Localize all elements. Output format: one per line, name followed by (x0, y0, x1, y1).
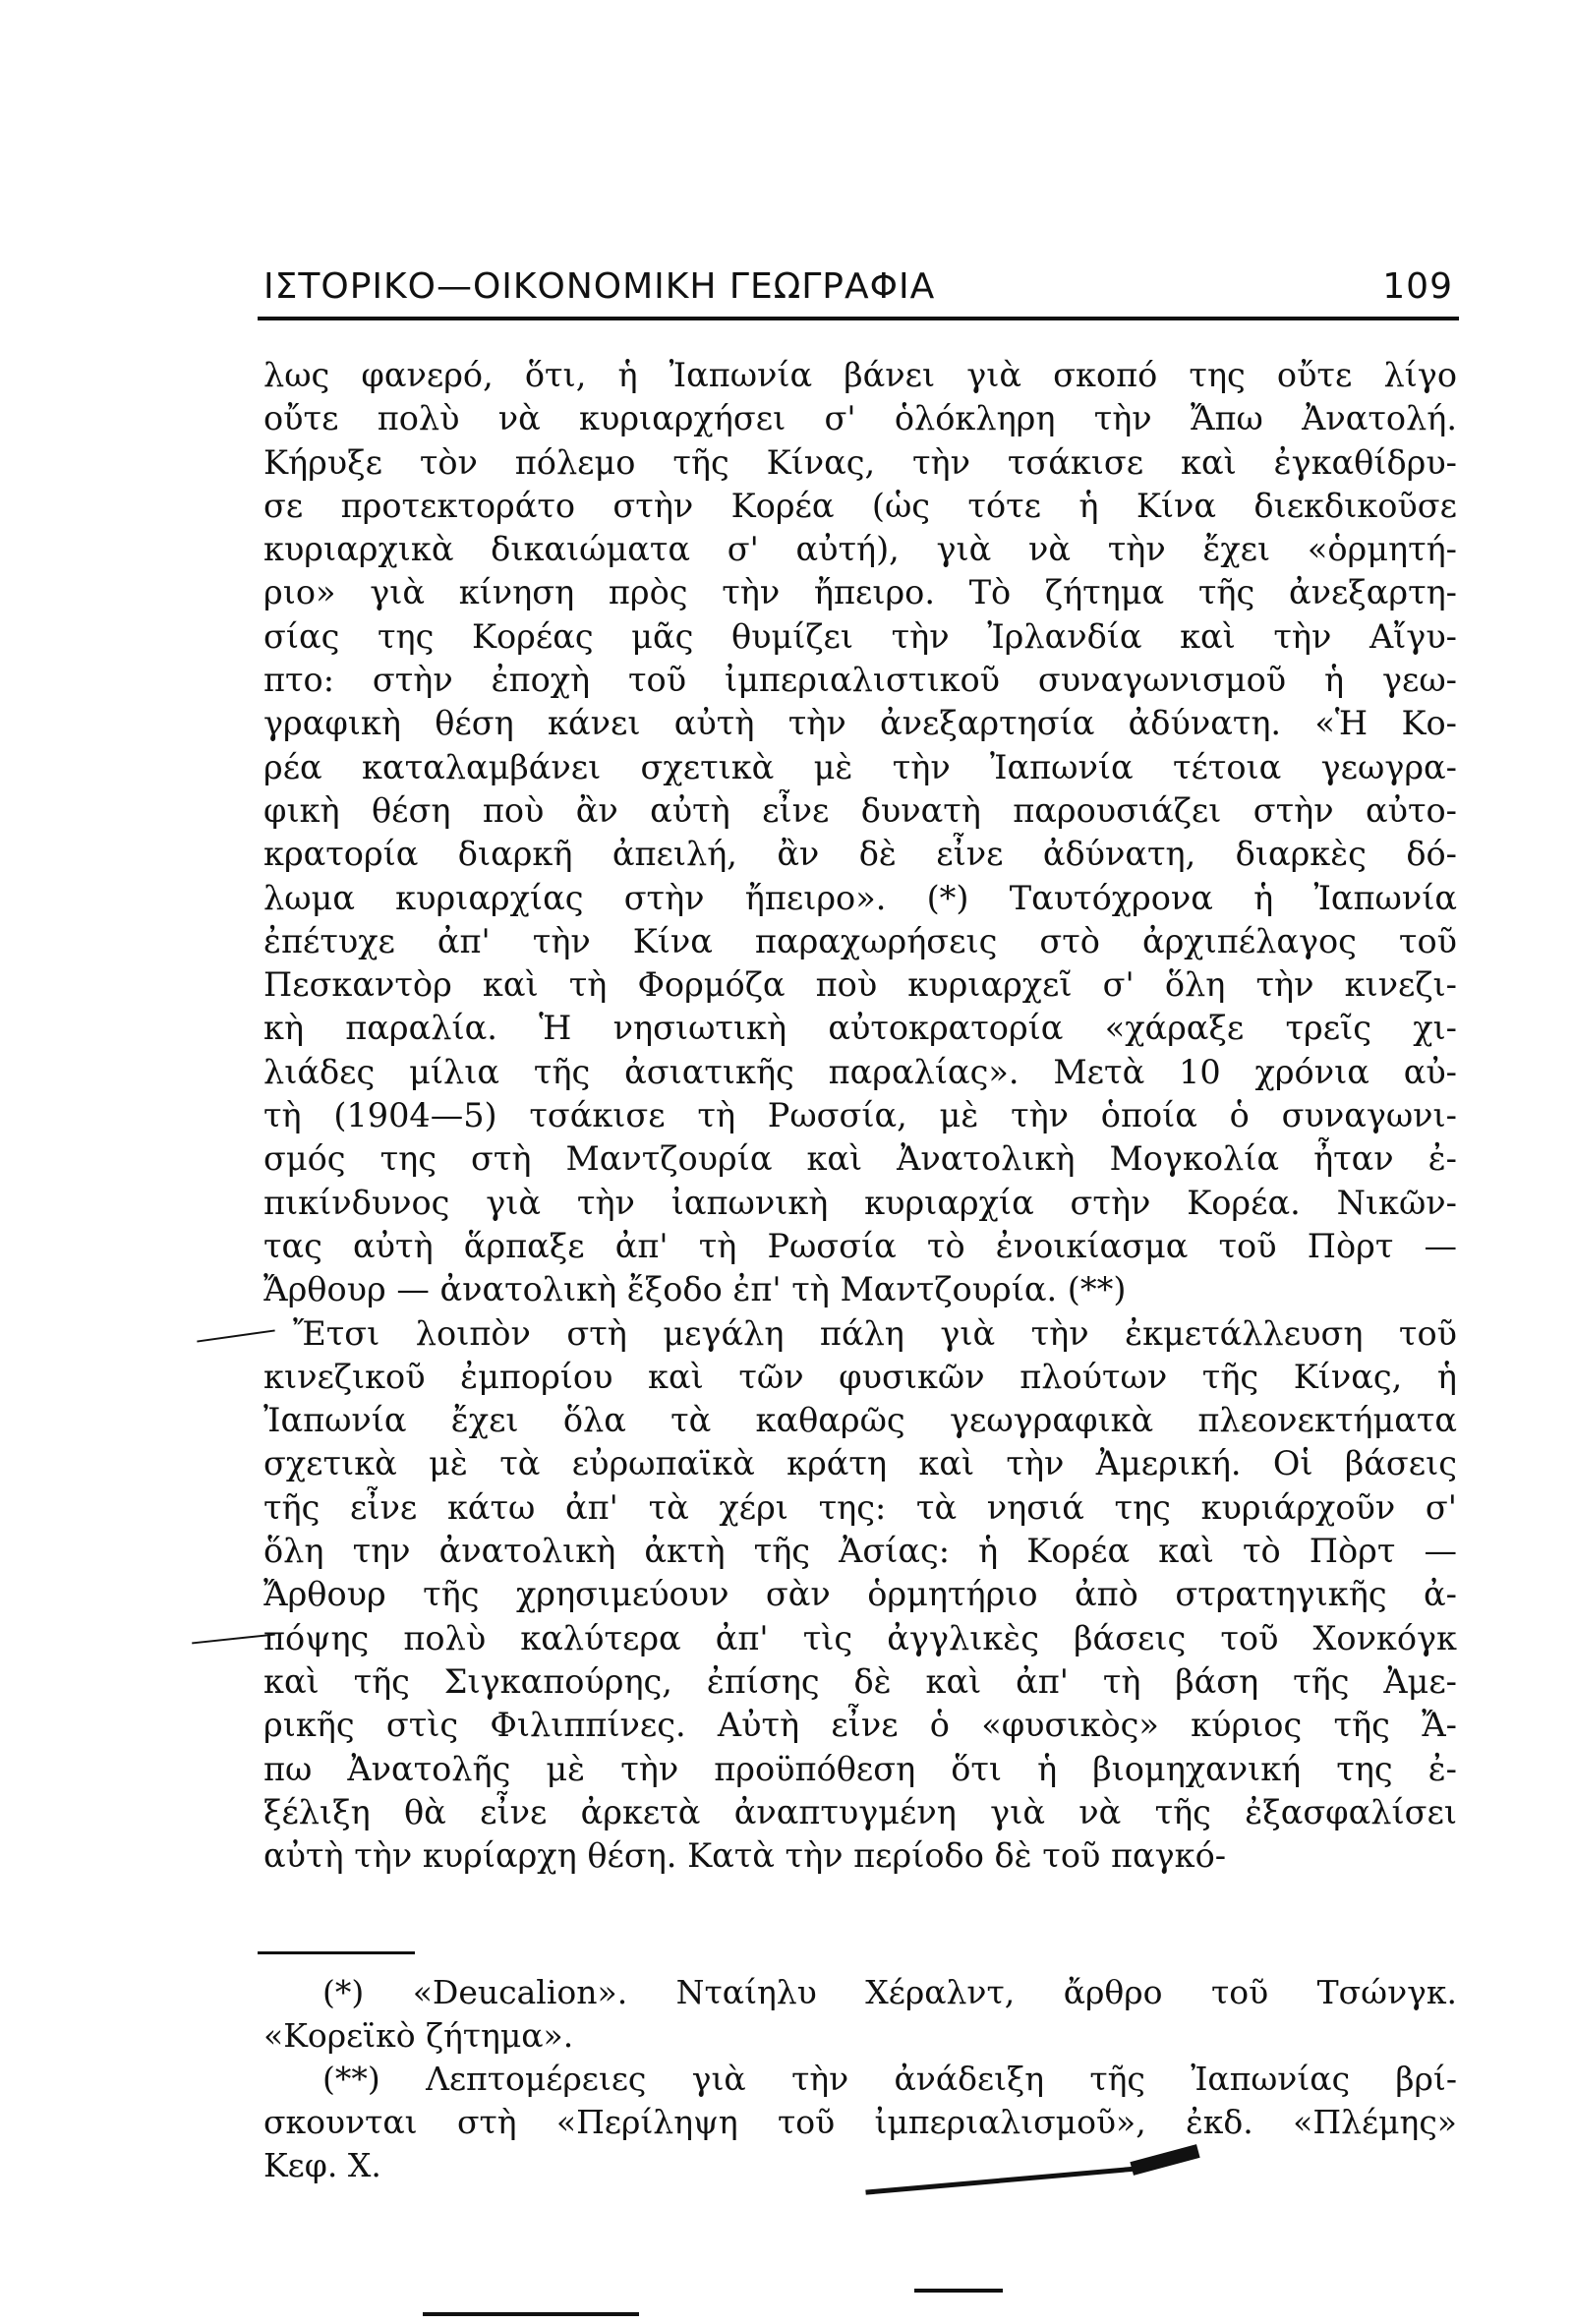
main-text-block (263, 354, 1457, 1878)
scan-mark (423, 2312, 639, 2316)
text-line: Πεσκαντὸρ καὶ τὴ Φορμόζα ποὺ κυριαρχεῖ σ' ὅλη τὴν κινεζι- (263, 965, 1457, 1005)
text-line: λωμα κυριαρχίας στὴν ἤπειρο». (*) Ταυτόχρονα ἡ Ἰαπωνία (263, 878, 1457, 917)
text-line: αὐτὴ τὴν κυρίαρχη θέση. Κατὰ τὴν περίοδο δὲ τοῦ παγκό- (263, 1836, 1227, 1876)
text-line: τῆς εἶνε κάτω ἀπ' τὰ χέρι της: τὰ νησιά της κυριάρχοῦν σ' (263, 1487, 1457, 1527)
text-line: τας αὐτὴ ἅρπαξε ἀπ' τὴ Ρωσσία τὸ ἐνοικίασμα τοῦ Πὸρτ — (263, 1226, 1457, 1265)
footnote-line: «Κορεϊκὸ ζήτημα». (263, 2016, 574, 2055)
footnote-rule (258, 1951, 415, 1954)
footnote-line: σκουνται στὴ «Περίληψη τοῦ ἰμπεριαλισμοῦ», ἐκδ. «Πλέμης» (263, 2103, 1457, 2141)
text-line: πτο: στὴν ἐποχὴ τοῦ ἰμπεριαλιστικοῦ συναγωνισμοῦ ἡ γεω- (263, 661, 1457, 700)
text-line: κρατορία διαρκῆ ἀπειλή, ἂν δὲ εἶνε ἀδύνατη, διαρκὲς δό- (263, 835, 1457, 874)
scan-mark (914, 2289, 1003, 2293)
text-line: κινεζικοῦ ἐμπορίου καὶ τῶν φυσικῶν πλούτων τῆς Κίνας, ἡ (263, 1357, 1457, 1396)
running-header (263, 258, 1453, 307)
text-line: σίας της Κορέας μᾶς θυμίζει τὴν Ἰρλανδία καὶ τὴν Αἴγυ- (263, 616, 1457, 656)
text-line: σε προτεκτοράτο στὴν Κορέα (ὡς τότε ἡ Κίνα διεκδικοῦσε (263, 486, 1457, 525)
text-line: σμός της στὴ Μαντζουρία καὶ Ἀνατολικὴ Μογκολία ἦταν ἐ- (263, 1139, 1457, 1179)
text-line: λιάδες μίλια τῆς ἀσιατικῆς παραλίας». Μετὰ 10 χρόνια αὐ- (263, 1052, 1457, 1091)
text-line: καὶ τῆς Σιγκαπούρης, ἐπίσης δὲ καὶ ἀπ' τὴ βάση τῆς Ἀμε- (263, 1661, 1457, 1701)
text-line: πω Ἀνατολῆς μὲ τὴν προϋπόθεση ὅτι ἡ βιομηχανική της ἐ- (263, 1749, 1457, 1788)
footnote-line: (**) Λεπτομέρειες γιὰ τὴν ἀνάδειξη τῆς Ἰαπωνίας βρί- (322, 2060, 1457, 2098)
text-line: φικὴ θέση ποὺ ἂν αὐτὴ εἶνε δυνατὴ παρουσιάζει στὴν αὐτο- (263, 790, 1457, 830)
text-line: πόψης πολὺ καλύτερα ἀπ' τὶς ἀγγλικὲς βάσεις τοῦ Χονκόγκ (263, 1618, 1457, 1657)
text-line: Ἰαπωνία ἔχει ὅλα τὰ καθαρῶς γεωγραφικὰ πλεονεκτήματα (263, 1401, 1457, 1440)
text-line: ρέα καταλαμβάνει σχετικὰ μὲ τὴν Ἰαπωνία τέτοια γεωγρα- (263, 747, 1457, 786)
text-line: Ἔτσι λοιπὸν στὴ μεγάλη πάλη γιὰ τὴν ἐκμετάλλευση τοῦ (293, 1313, 1457, 1353)
text-line: τὴ (1904—5) τσάκισε τὴ Ρωσσία, μὲ τὴν ὁποία ὁ συναγωνι- (263, 1096, 1457, 1135)
text-line: πικίνδυνος γιὰ τὴν ἰαπωνικὴ κυριαρχία στὴν Κορέα. Νικῶν- (263, 1183, 1457, 1222)
text-line: κυριαρχικὰ δικαιώματα σ' αὐτή), γιὰ νὰ τὴν ἔχει «ὁρμητή- (263, 530, 1457, 569)
footnote-line: Κεφ. Χ. (263, 2146, 381, 2184)
text-line: ὅλη την ἀνατολικὴ ἀκτὴ τῆς Ἀσίας: ἡ Κορέα καὶ τὸ Πὸρτ — (263, 1532, 1457, 1571)
text-line: ριο» γιὰ κίνηση πρὸς τὴν ἤπειρο. Τὸ ζήτημα τῆς ἀνεξαρτη- (263, 573, 1457, 612)
text-line: κὴ παραλία. Ἡ νησιωτικὴ αὐτοκρατορία «χάραξε τρεῖς χι- (263, 1009, 1457, 1048)
footnote-line: (*) «Deucalion». Νταίηλυ Χέραλντ, ἄρθρο τοῦ Τσώνγκ. (322, 1973, 1457, 2011)
text-line: Κήρυξε τὸν πόλεμο τῆς Κίνας, τὴν τσάκισε καὶ ἐγκαθίδρυ- (263, 442, 1457, 482)
text-line: οὔτε πολὺ νὰ κυριαρχήσει σ' ὁλόκληρη τὴν Ἄπω Ἀνατολή. (263, 399, 1457, 438)
running-title: ΙΣΤΟΡΙΚΟ—ΟΙΚΟΝΟΜΙΚΗ ΓΕΩΓΡΑΦΙΑ (263, 266, 936, 307)
header-rule (258, 317, 1459, 320)
page-number: 109 (1382, 266, 1453, 307)
text-line: Ἄρθουρ τῆς χρησιμεύουν σὰν ὁρμητήριο ἀπὸ στρατηγικῆς ἀ- (263, 1575, 1457, 1614)
text-line: Ἄρθουρ — ἀνατολικὴ ἔξοδο ἐπ' τὴ Μαντζουρία. (**) (263, 1270, 1127, 1309)
text-line: ἐπέτυχε ἀπ' τὴν Κίνα παραχωρήσεις στὸ ἀρχιπέλαγος τοῦ (263, 921, 1457, 960)
text-line: λως φανερό, ὅτι, ἡ Ἰαπωνία βάνει γιὰ σκοπό της οὔτε λίγο (263, 356, 1457, 394)
text-line: ξέλιξη θὰ εἶνε ἀρκετὰ ἀναπτυγμένη γιὰ νὰ τῆς ἐξασφαλίσει (263, 1792, 1457, 1831)
text-line: ρικῆς στὶς Φιλιππίνες. Αὐτὴ εἶνε ὁ «φυσικὸς» κύριος τῆς Ἄ- (263, 1706, 1457, 1745)
footnotes-block (263, 1971, 1457, 2187)
text-line: γραφικὴ θέση κάνει αὐτὴ τὴν ἀνεξαρτησία ἀδύνατη. «Ἡ Κο- (263, 704, 1457, 743)
text-line: σχετικὰ μὲ τὰ εὐρωπαϊκὰ κράτη καὶ τὴν Ἀμερική. Οἱ βάσεις (263, 1444, 1457, 1483)
